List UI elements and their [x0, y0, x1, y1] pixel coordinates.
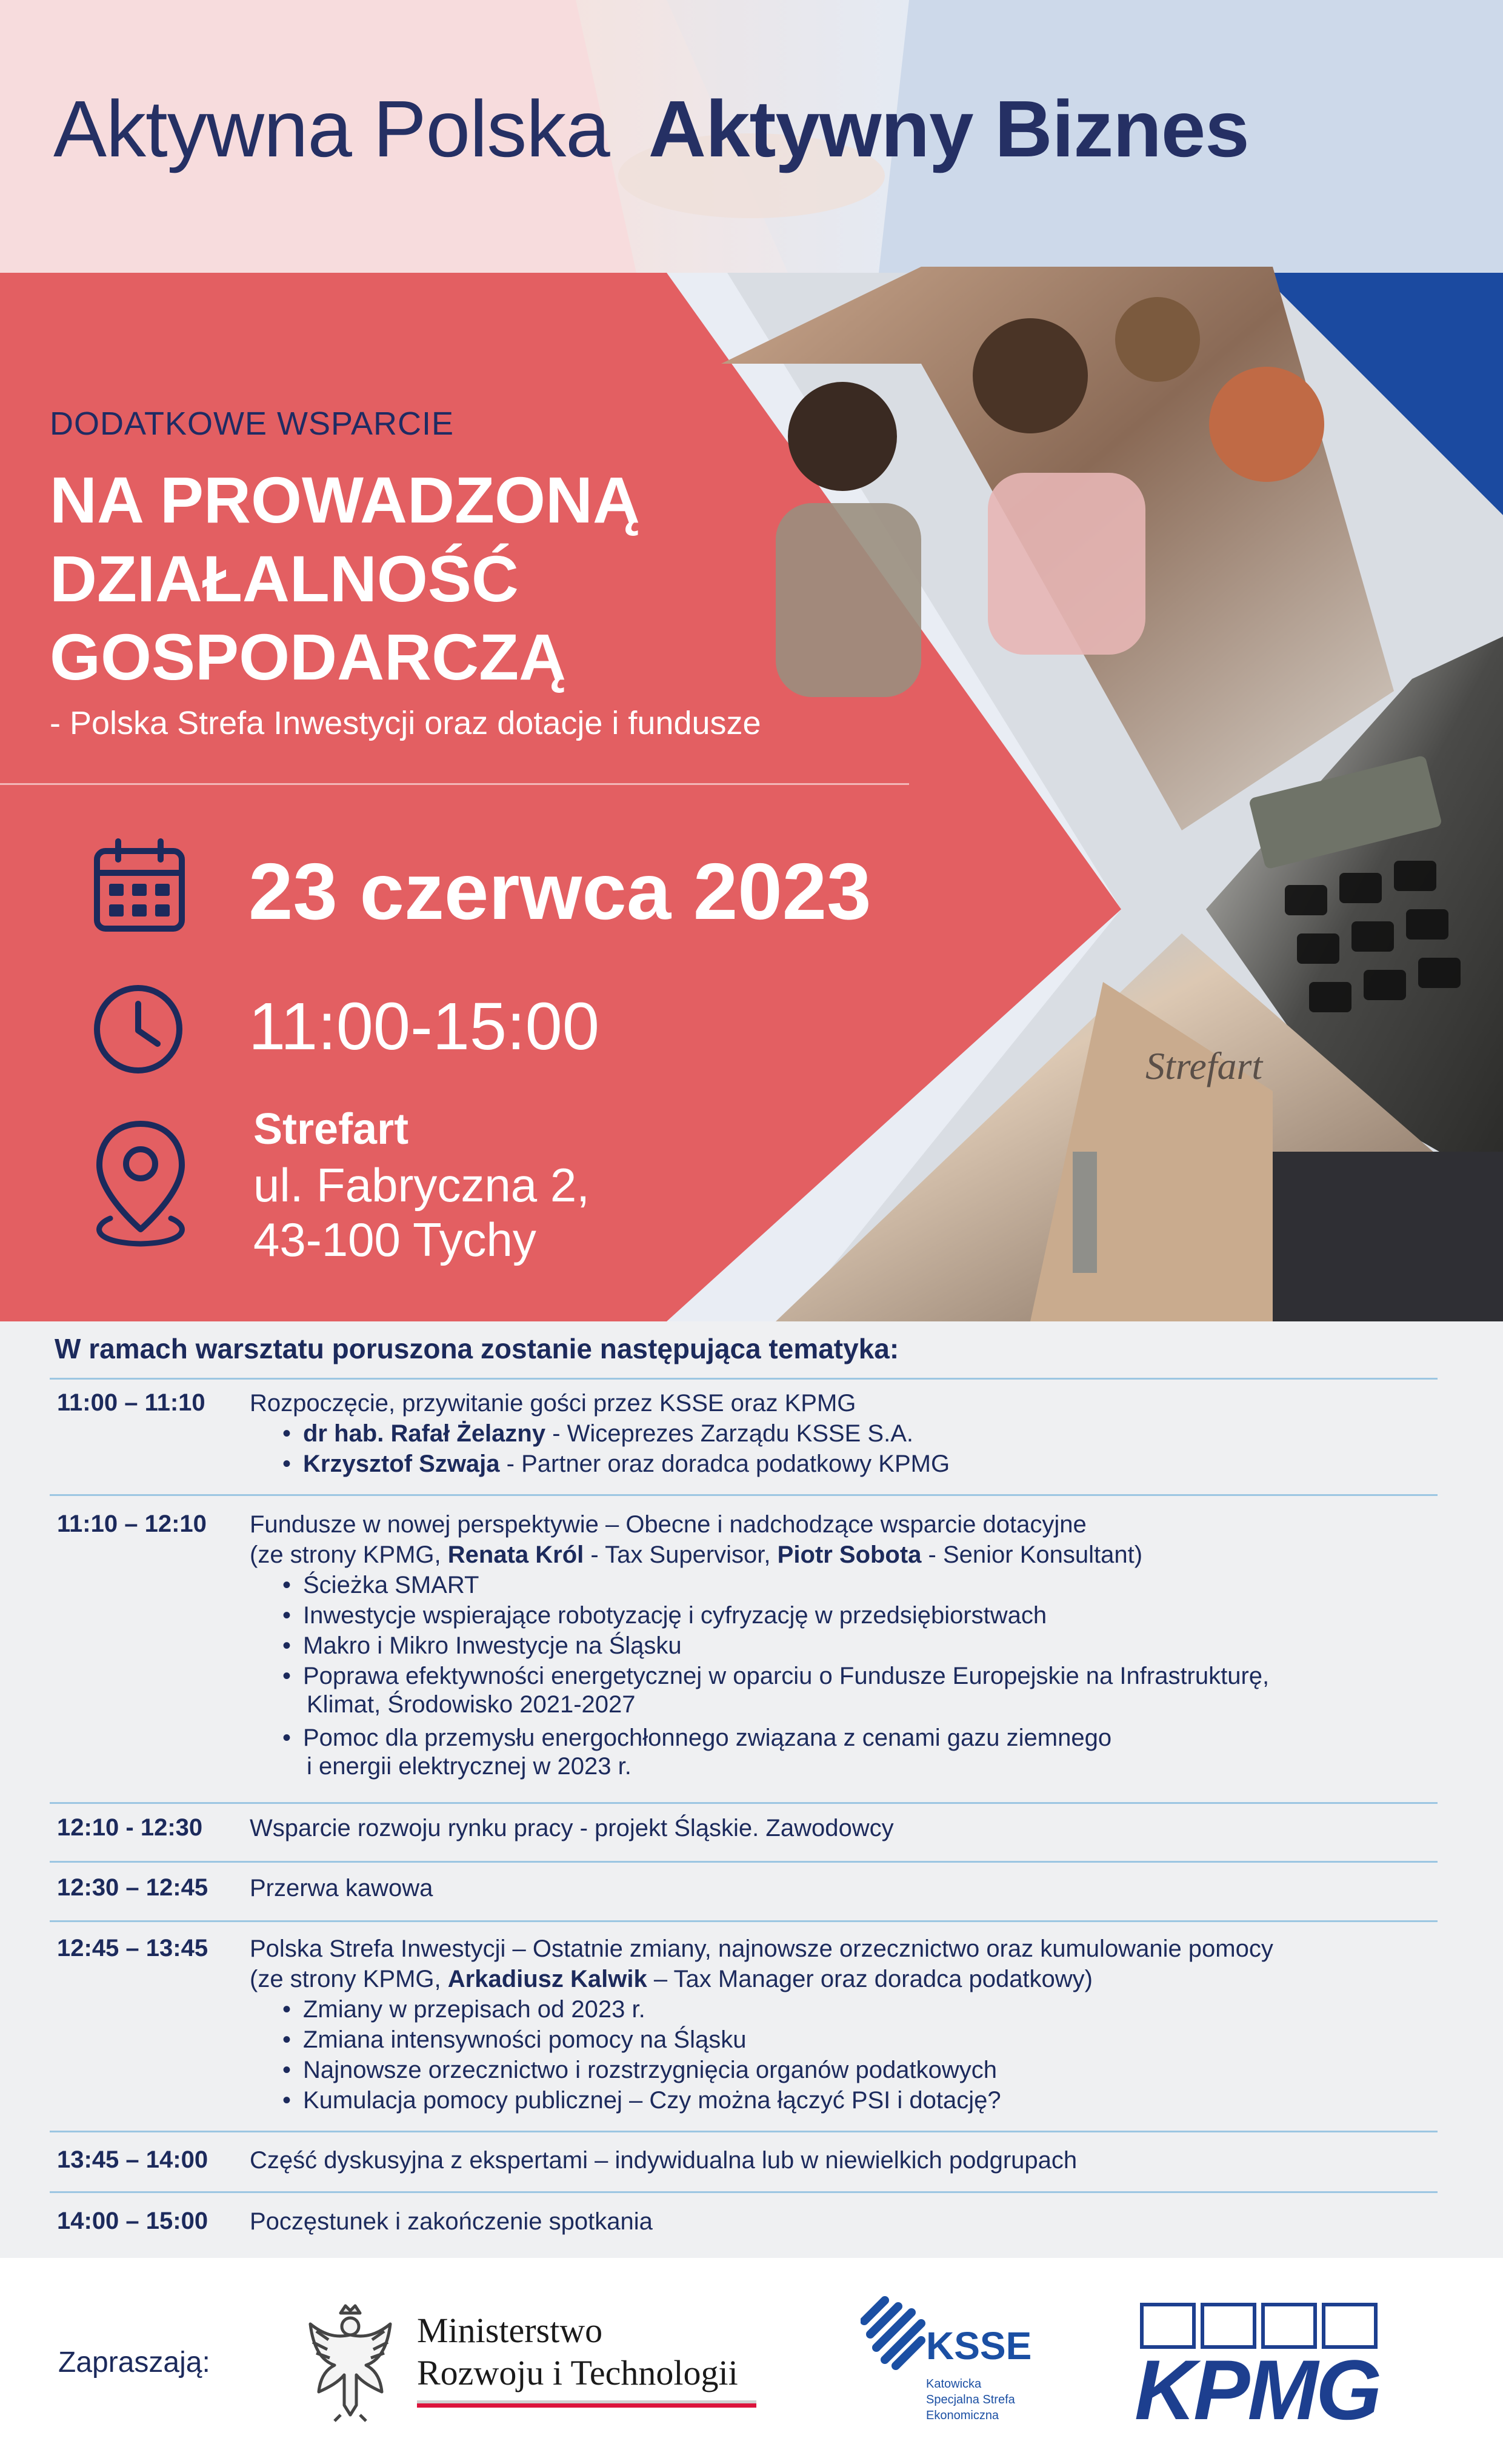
- slot-time: 12:30 – 12:45: [57, 1874, 208, 1901]
- poster-title: [53, 85, 1249, 173]
- list-item: • Pomoc dla przemysłu energochłonnego związana z cenami gazu ziemnego: [282, 1724, 1112, 1751]
- ksse-logo: [861, 2288, 927, 2422]
- list-item: • Ścieżka SMART: [282, 1572, 479, 1598]
- list-item: • Kumulacja pomocy publicznej – Czy można łączyć PSI i dotację?: [282, 2087, 1001, 2114]
- polish-eagle-emblem: [298, 2302, 401, 2423]
- ksse-subtitle: [926, 2376, 1015, 2423]
- agenda-divider: [50, 1378, 1438, 1380]
- title-bold: Aktywny Biznes: [648, 84, 1249, 173]
- agenda-divider: [50, 1802, 1438, 1804]
- kicker: DODATKOWE WSPARCIE: [50, 406, 455, 442]
- headline: [50, 461, 640, 696]
- list-item: • Zmiany w przepisach od 2023 r.: [282, 1996, 645, 2023]
- slot-title: Wsparcie rozwoju rynku pracy - projekt Śląskie. Zawodowcy: [250, 1815, 894, 1841]
- list-item: • Makro i Mikro Inwestycje na Śląsku: [282, 1632, 682, 1659]
- hero-divider: [0, 783, 909, 785]
- slot-speakers: (ze strony KPMG, Renata Król - Tax Supervisor, Piotr Sobota - Senior Konsultant): [250, 1541, 1143, 1568]
- ministry-flag-bar: [417, 2400, 756, 2408]
- slot-speakers: (ze strony KPMG, Arkadiusz Kalwik – Tax Manager oraz doradca podatkowy): [250, 1966, 1093, 1992]
- agenda-divider: [50, 1494, 1438, 1496]
- list-item: • Poprawa efektywności energetycznej w oparciu o Fundusze Europejskie na Infrastrukturę,: [282, 1663, 1270, 1689]
- agenda-intro: W ramach warsztatu poruszona zostanie następująca tematyka:: [55, 1333, 899, 1364]
- kpmg-wordmark: KPMG: [1135, 2342, 1379, 2437]
- agenda-divider: [50, 2131, 1438, 2132]
- list-item: • dr hab. Rafał Żelazny - Wiceprezes Zarządu KSSE S.A.: [282, 1420, 913, 1447]
- slot-time: 13:45 – 14:00: [57, 2146, 208, 2173]
- slot-title: Polska Strefa Inwestycji – Ostatnie zmiany, najnowsze orzecznictwo oraz kumulowanie pomocy: [250, 1935, 1273, 1962]
- agenda-divider: [50, 1920, 1438, 1922]
- list-item: • Inwestycje wspierające robotyzację i cyfryzację w przedsiębiorstwach: [282, 1602, 1047, 1629]
- slot-time: 11:00 – 11:10: [57, 1389, 205, 1416]
- subtitle: - Polska Strefa Inwestycji oraz dotacje i fundusze: [50, 705, 761, 741]
- slot-time: 14:00 – 15:00: [57, 2208, 208, 2234]
- slot-title: Część dyskusyjna z ekspertami – indywidualna lub w niewielkich podgrupach: [250, 2147, 1078, 2174]
- event-time: 11:00-15:00: [248, 989, 600, 1064]
- clock-icon: [90, 981, 187, 1078]
- building-sign: Strefart: [1145, 1044, 1263, 1087]
- slot-title: Poczęstunek i zakończenie spotkania: [250, 2208, 653, 2235]
- calendar-icon: [91, 838, 188, 935]
- ministry-line-2: Rozwoju i Technologii: [417, 2352, 738, 2392]
- invite-label: Zapraszają:: [58, 2346, 210, 2379]
- agenda-divider: [50, 1861, 1438, 1863]
- title-light: Aktywna Polska: [53, 84, 610, 173]
- ksse-subtitle-line: Katowicka: [926, 2377, 982, 2391]
- slot-title: Fundusze w nowej perspektywie – Obecne i nadchodzące wsparcie dotacyjne: [250, 1511, 1087, 1538]
- list-item: • Krzysztof Szwaja - Partner oraz doradca podatkowy KPMG: [282, 1451, 950, 1477]
- headline-line-3: GOSPODARCZĄ: [50, 620, 567, 694]
- slot-title: Rozpoczęcie, przywitanie gości przez KSSE oraz KPMG: [250, 1390, 856, 1417]
- venue-name: Strefart: [253, 1105, 409, 1154]
- slot-time: 12:10 - 12:30: [57, 1814, 203, 1841]
- venue-address-line-1: ul. Fabryczna 2,: [253, 1158, 590, 1212]
- headline-line-1: NA PROWADZONĄ: [50, 463, 640, 536]
- list-item: • Zmiana intensywności pomocy na Śląsku: [282, 2026, 747, 2053]
- location-pin-icon: [86, 1117, 195, 1250]
- event-date: 23 czerwca 2023: [248, 847, 871, 936]
- slot-time: 12:45 – 13:45: [57, 1935, 208, 1962]
- agenda-divider: [50, 2191, 1438, 2193]
- list-item-continuation: i energii elektrycznej w 2023 r.: [307, 1753, 632, 1780]
- headline-line-2: DZIAŁALNOŚĆ: [50, 541, 519, 615]
- ksse-wordmark: KSSE: [926, 2324, 1032, 2368]
- slot-title: Przerwa kawowa: [250, 1875, 433, 1901]
- ministry-line-1: Ministerstwo: [417, 2311, 603, 2350]
- slot-time: 11:10 – 12:10: [57, 1511, 207, 1537]
- ministry-name: [417, 2309, 738, 2394]
- ksse-subtitle-line: Specjalna Strefa: [926, 2393, 1015, 2406]
- venue-address-line-2: 43-100 Tychy: [253, 1213, 536, 1266]
- ksse-subtitle-line: Ekonomiczna: [926, 2409, 999, 2422]
- list-item: • Najnowsze orzecznictwo i rozstrzygnięcia organów podatkowych: [282, 2057, 997, 2083]
- list-item-continuation: Klimat, Środowisko 2021-2027: [307, 1691, 636, 1718]
